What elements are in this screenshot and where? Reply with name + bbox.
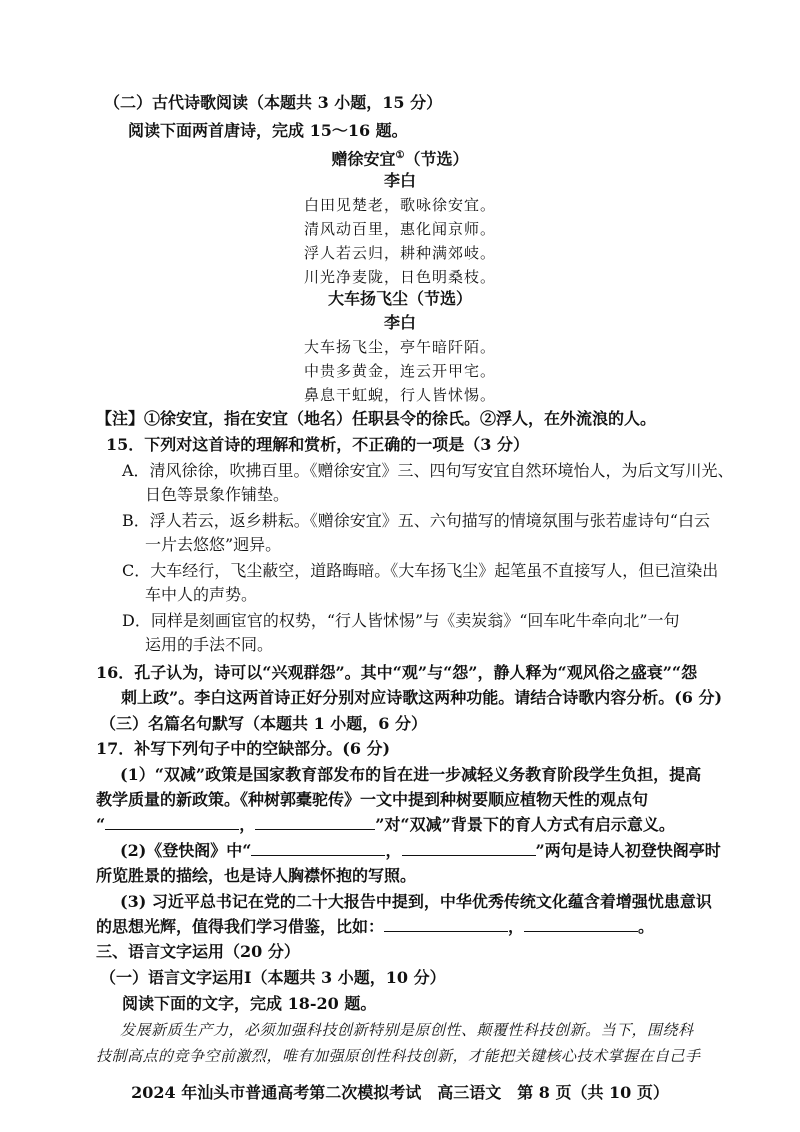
blank-6[interactable] [524, 917, 638, 932]
poem1-author: 李白 [383, 171, 416, 190]
blank-2[interactable] [255, 815, 375, 830]
q15-option-c-cont: 车中人的声势。 [145, 585, 258, 604]
blank-5[interactable] [384, 917, 508, 932]
q17-stem: 17．补写下列句子中的空缺部分。(6 分) [96, 739, 391, 758]
q17-part1-fill-line [96, 814, 675, 836]
part3-heading: 三、语言文字运用（20 分） [96, 942, 300, 961]
q17-part1-cont: 教学质量的新政策。《种树郭橐驼传》一文中提到种树要顺应植物天性的观点句 [96, 790, 649, 809]
note: 【注】①徐安宜，指在安宜（地名）任职县令的徐氏。②浮人，在外流浪的人。 [96, 409, 657, 428]
poem2-line: 大车扬飞尘，亭午暗阡陌。 [303, 338, 496, 356]
q15-option-a-cont: 日色等景象作铺垫。 [145, 485, 290, 504]
q15-option-c: C．大车经行，飞尘蔽空，道路晦暗。《大车扬飞尘》起笔虽不直接写人，但已渲染出 [122, 561, 719, 580]
q15-stem: 15．下列对这首诗的理解和赏析，不正确的一项是（3 分） [106, 435, 529, 454]
poem1-line: 清风动百里，惠化闻京师。 [303, 220, 496, 238]
poem1-footnote-mark: ① [395, 150, 405, 161]
section-heading: （二）古代诗歌阅读（本题共 3 小题，15 分） [104, 93, 443, 112]
comma: ， [239, 815, 256, 834]
q17-part3-fill-line [96, 916, 654, 938]
q17-part2-cont: 所览胜景的描绘，也是诗人胸襟怀抱的写照。 [96, 866, 417, 885]
q17-part3: (3) 习近平总书记在党的二十大报告中提到，中华优秀传统文化蕴含着增强忧患意识 [120, 892, 712, 911]
q15-option-a: A．清风徐徐，吹拂百里。《赠徐安宜》三、四句写安宜自然环境怡人，为后文写川光、 [122, 461, 734, 480]
q17-part2-fill-line [120, 840, 721, 862]
poem2-line: 鼻息干虹蜺，行人皆怵惕。 [303, 386, 496, 404]
poem1-line: 白田见楚老，歌咏徐安宜。 [303, 196, 496, 214]
comma: ， [385, 841, 402, 860]
part2-head: (2)《登快阁》中“ [120, 841, 252, 860]
q17-part1: (1）“双减”政策是国家教育部发布的旨在进一步减轻义务教育阶段学生负担，提高 [120, 765, 702, 784]
poem1-title: 赠徐安宜 [331, 149, 396, 169]
comma: ， [508, 917, 525, 936]
poem2-author: 李白 [383, 313, 416, 332]
q16-stem: 16．孔子认为，诗可以“兴观群怨”。其中“观”与“怨”，静人释为“观风俗之盛衰”“怨 [96, 663, 698, 682]
q15-option-d: D．同样是刻画宦官的权势，“行人皆怵惕”与《卖炭翁》“回车叱牛牵向北”一句 [122, 611, 680, 630]
part3-head: 的思想光辉，值得我们学习借鉴，比如： [96, 917, 385, 936]
blank-4[interactable] [402, 841, 536, 856]
page-footer: 2024 年汕头市普通高考第二次模拟考试 高三语文 第 8 页（共 10 页） [131, 1083, 669, 1102]
poem1-line: 川光净麦陇，日色明桑枝。 [303, 268, 496, 286]
q16-stem-cont: 刺上政”。李白这两首诗正好分别对应诗歌这两种功能。请结合诗歌内容分析。(6 分) [121, 688, 723, 707]
blank-3[interactable] [251, 841, 385, 856]
blank-1[interactable] [105, 815, 239, 830]
section3-heading: （三）名篇名句默写（本题共 1 小题，6 分） [100, 714, 427, 733]
poem2-title: 大车扬飞尘（节选） [327, 289, 472, 308]
q15-option-b: B．浮人若云，返乡耕耘。《赠徐安宜》五、六句描写的情境氛围与张若虚诗句“白云 [122, 511, 710, 530]
sub1-heading: （一）语言文字运用Ⅰ（本题共 3 小题，10 分） [100, 968, 446, 987]
poem2-line: 中贵多黄金，连云开甲宅。 [303, 362, 496, 380]
part2-tail: ”两句是诗人初登快阁亭时 [535, 841, 721, 860]
period: 。 [638, 917, 655, 936]
open-quote: “ [96, 815, 106, 834]
section-instruction: 阅读下面两首唐诗，完成 15～16 题。 [128, 121, 408, 140]
passage-line: 发展新质生产力，必须加强科技创新特别是原创性、颠覆性科技创新。当下，围绕科 [120, 1021, 694, 1039]
passage-line: 技制高点的竞争空前激烈，唯有加强原创性科技创新，才能把关键核心技术掌握在自己手 [96, 1047, 701, 1065]
part1-tail: ”对“双减”背景下的育人方式有启示意义。 [375, 815, 675, 834]
poem1-title-line [0, 145, 800, 170]
poem1-title-suffix: （节选） [404, 149, 469, 169]
q15-option-b-cont: 一片去悠悠”迥异。 [145, 535, 282, 554]
q15-option-d-cont: 运用的手法不同。 [145, 635, 274, 654]
poem1-line: 浮人若云归，耕种满郊岐。 [303, 244, 496, 262]
sub1-instruction: 阅读下面的文字，完成 18-20 题。 [122, 994, 377, 1013]
